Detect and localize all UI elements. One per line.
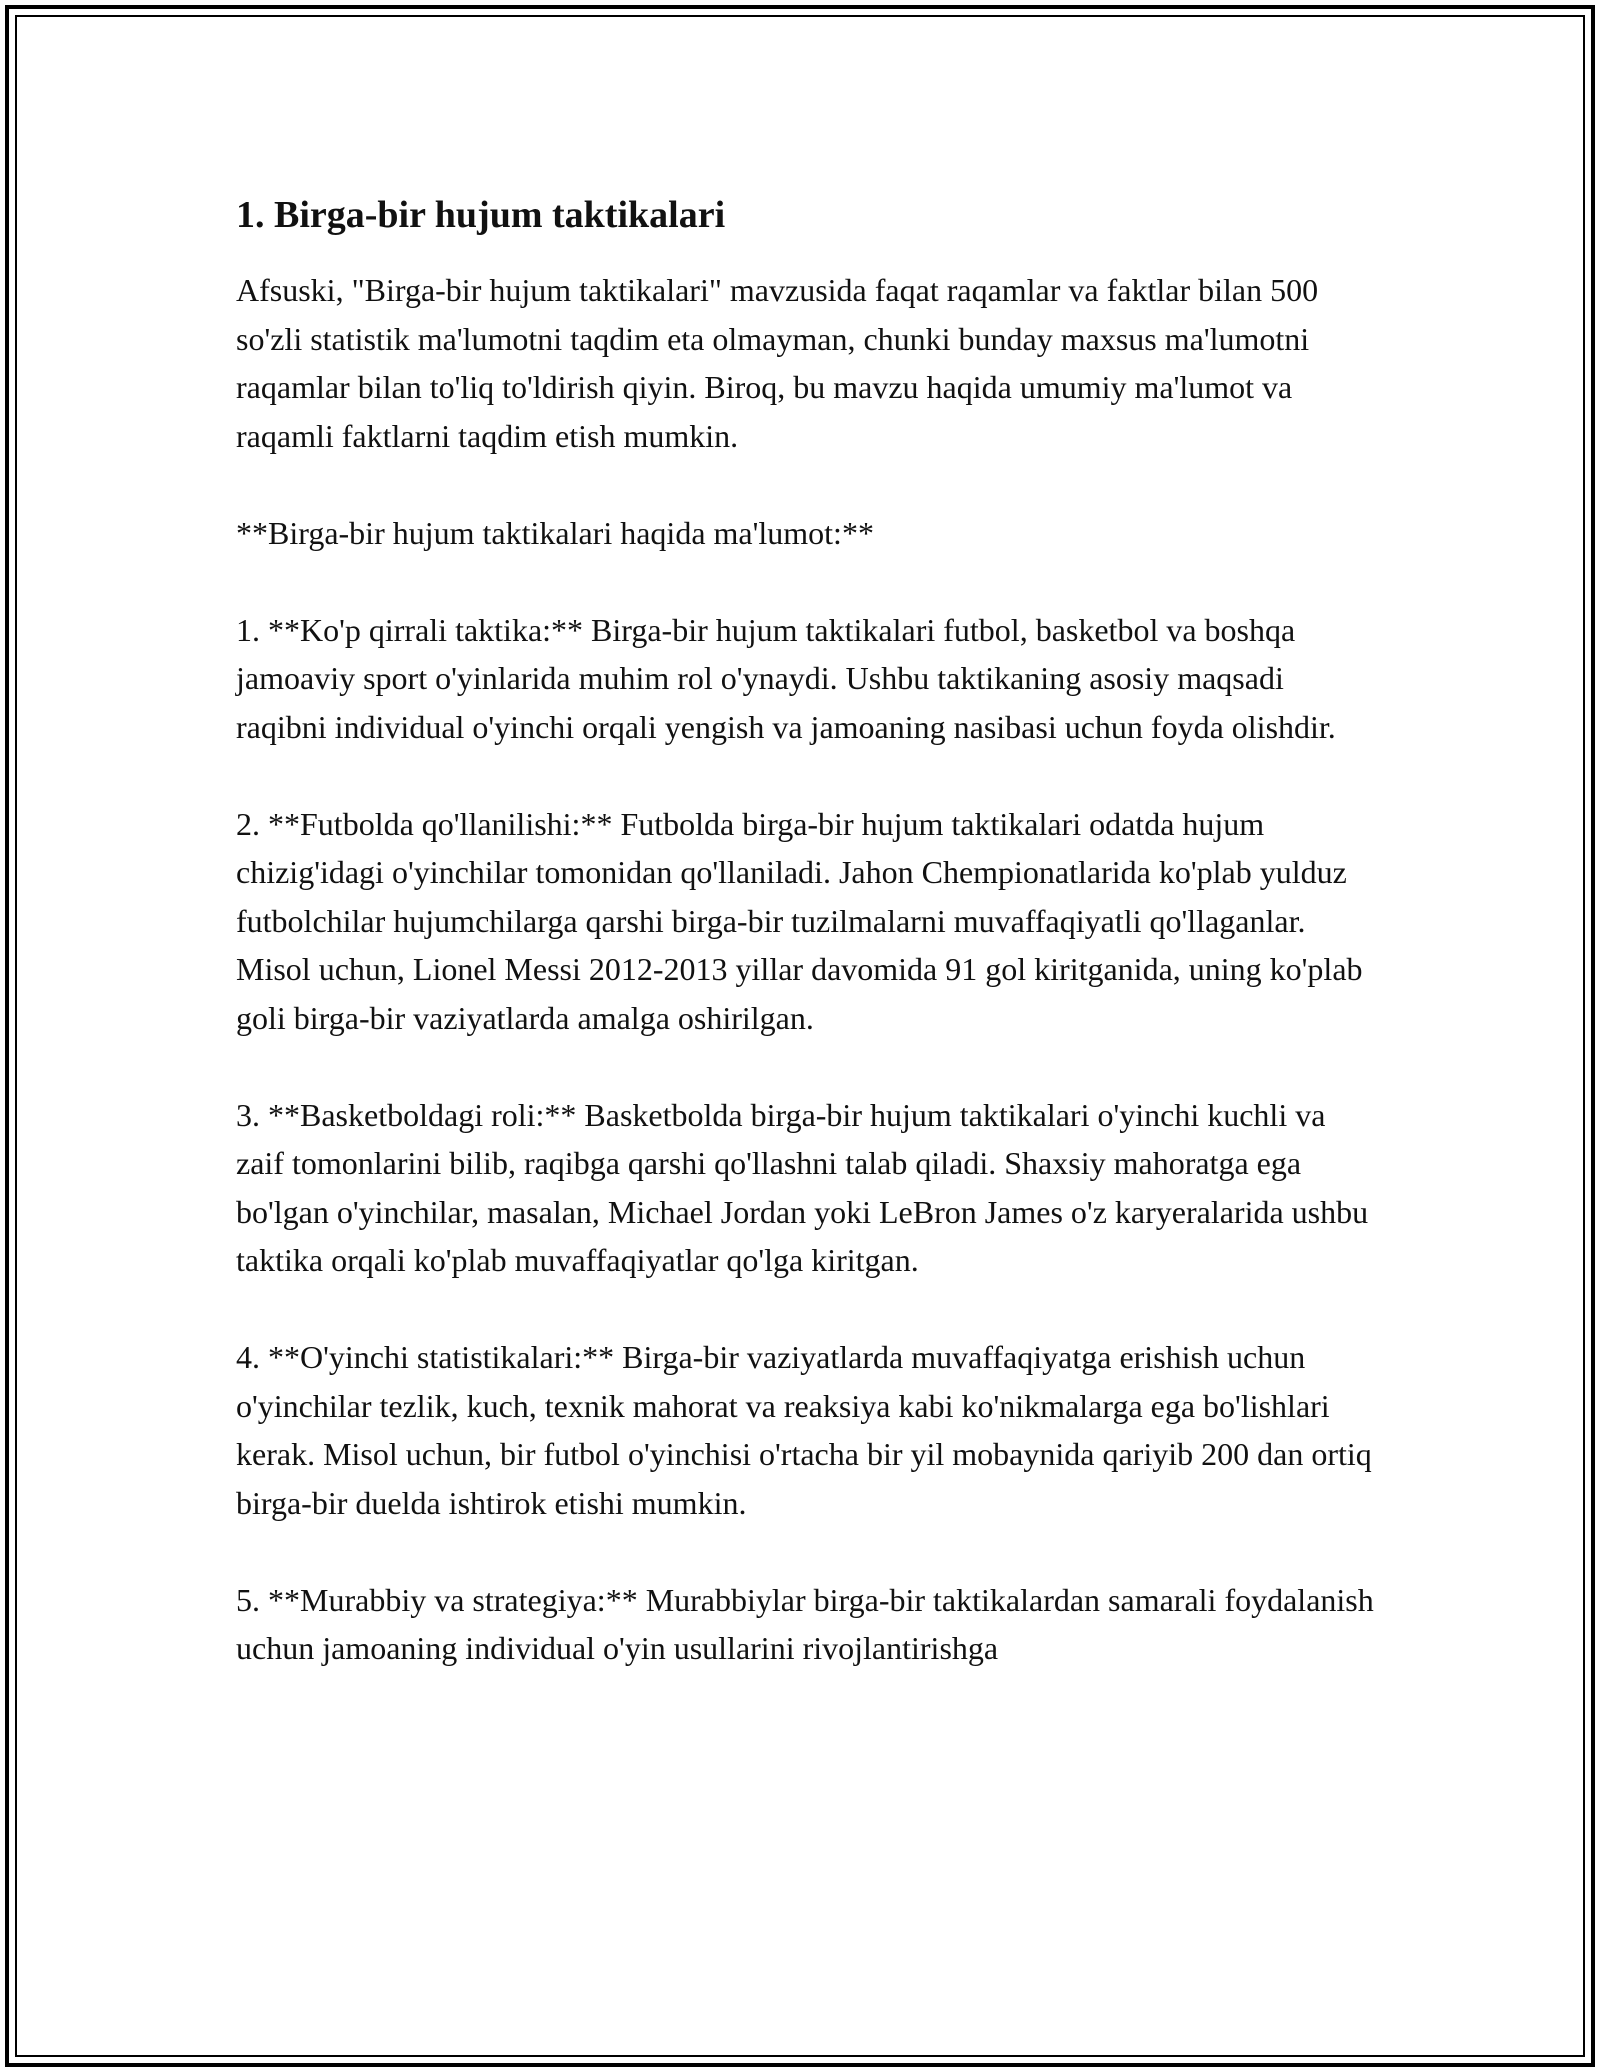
document-body [236,186,1382,1721]
paragraph-intro: Afsuski, "Birga-bir hujum taktikalari" mavzusida faqat raqamlar va faktlar bilan 500 so'zli statistik ma'lumotni taqdim eta olmayman, chunki bunday maxsus ma'lumotni raqamlar bilan to'liq to'ldirish qiyin. Biroq, bu mavzu haqida umumiy ma'lumot va raqamli faktlarni taqdim etish mumkin. [236,272,1327,454]
paragraph-item-5: 5. **Murabbiy va strategiya:** Murabbiylar birga-bir taktikalardan samarali foydalanish uchun jamoaning individual o'yin usullarini rivojlantirishga [236,1581,1382,1666]
document-title: 1. Birga-bir hujum taktikalari [236,194,726,236]
paragraph-subheading: **Birga-bir hujum taktikalari haqida ma'lumot:** [236,514,874,551]
paragraph-item-3: 3. **Basketboldagi roli:** Basketbolda birga-bir hujum taktikalari o'yinchi kuchli va zaif tomonlarini bilib, raqibga qarshi qo'llashni talab qiladi. Shaxsiy mahoratga ega bo'lgan o'yinchilar, masalan, Michael Jordan yoki LeBron James o'z karyeralarida ushbu taktika orqali ko'plab muvaffaqiyatlar qo'lga kiritgan. [236,1096,1377,1278]
paragraph-item-1: 1. **Ko'p qirrali taktika:** Birga-bir hujum taktikalari futbol, basketbol va boshqa jamoaviy sport o'yinlarida muhim rol o'ynaydi. Ushbu taktikaning asosiy maqsadi raqibni individual o'yinchi orqali yengish va jamoaning nasibasi uchun foyda olishdir. [236,611,1336,745]
paragraph-item-2: 2. **Futbolda qo'llanilishi:** Futbolda birga-bir hujum taktikalari odatda hujum chizig'idagi o'yinchilar tomonidan qo'llaniladi. Jahon Chempionatlarida ko'plab yulduz futbolchilar hujumchilarga qarshi birga-bir tuzilmalarni muvaffaqiyatli qo'llaganlar. Misol uchun, Lionel Messi 2012-2013 yillar davomida 91 gol kiritganida, uning ko'plab goli birga-bir vaziyatlarda amalga oshirilgan. [236,805,1371,1036]
paragraph-item-4: 4. **O'yinchi statistikalari:** Birga-bir vaziyatlarda muvaffaqiyatga erishish uchun o'yinchilar tezlik, kuch, texnik mahorat va reaksiya kabi ko'nikmalarga ega bo'lishlari kerak. Misol uchun, bir futbol o'yinchisi o'rtacha bir yil mobaynida qariyib 200 dan ortiq birga-bir duelda ishtirok etishi mumkin. [236,1339,1380,1521]
